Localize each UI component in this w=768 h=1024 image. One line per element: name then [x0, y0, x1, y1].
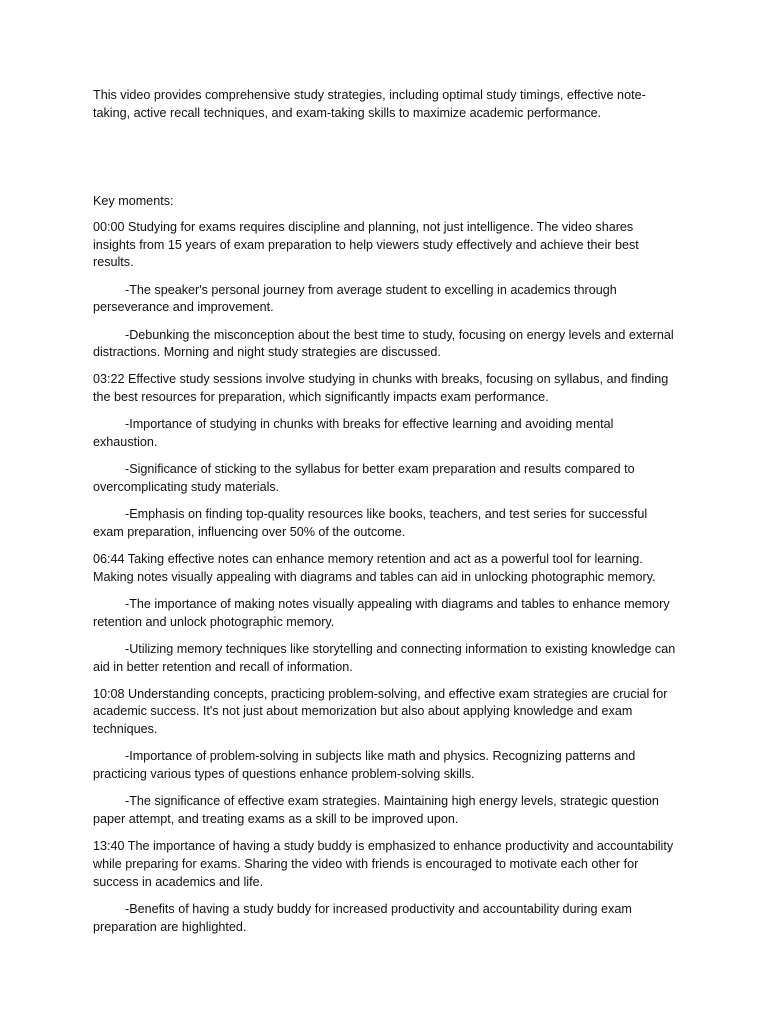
video-summary: This video provides comprehensive study strategies, including optimal study timings, effective note-taking, active recall techniques, and exam-taking skills to maximize academic performance. [93, 88, 646, 120]
key-moment-1340: 13:40 The importance of having a study buddy is emphasized to enhance productivity and accountability while preparing for exams. Sharing the video with friends is encouraged to motivate each other for success in academics and life. [93, 839, 674, 889]
key-moment-detail: -Benefits of having a study buddy for increased productivity and accountability during exam preparation are highlighted. [93, 901, 632, 934]
key-moment-detail: -Significance of sticking to the syllabus for better exam preparation and results compared to overcomplicating study materials. [93, 462, 635, 494]
key-moment-detail: -Importance of studying in chunks with breaks for effective learning and avoiding mental exhaustion. [93, 417, 614, 450]
document-page [93, 86, 677, 946]
key-moment-0000: 00:00 Studying for exams requires discipline and planning, not just intelligence. The video shares insights from 15 years of exam preparation to help viewers study effectively and achieve their best results. [93, 220, 639, 270]
key-moments-heading: Key moments: [93, 194, 174, 208]
key-moment-detail: -Emphasis on finding top-quality resources like books, teachers, and test series for successful exam preparation, influencing over 50% of the outcome. [93, 507, 648, 539]
key-moment-detail: -The speaker's personal journey from average student to excelling in academics through perseverance and improvement. [93, 282, 617, 315]
key-moment-0322: 03:22 Effective study sessions involve studying in chunks with breaks, focusing on syllabus, and finding the best resources for preparation, which significantly impacts exam performance. [93, 372, 669, 405]
key-moment-1008: 10:08 Understanding concepts, practicing problem-solving, and effective exam strategies are crucial for academic success. It's not just about memorization but also about applying knowledge and exam techniques. [93, 686, 668, 737]
key-moment-0644: 06:44 Taking effective notes can enhance memory retention and act as a powerful tool for learning. Making notes visually appealing with diagrams and tables can aid in unlocking photographic memory. [93, 552, 656, 584]
key-moment-detail: -Utilizing memory techniques like storytelling and connecting information to existing knowledge can aid in better retention and recall of information. [93, 641, 676, 674]
key-moment-detail: -Importance of problem-solving in subjects like math and physics. Recognizing patterns and practicing various types of questions enhance problem-solving skills. [93, 749, 636, 782]
key-moment-detail: -Debunking the misconception about the best time to study, focusing on energy levels and external distractions. Morning and night study strategies are discussed. [93, 327, 674, 360]
key-moment-detail: -The importance of making notes visually appealing with diagrams and tables to enhance memory retention and unlock photographic memory. [93, 596, 670, 629]
key-moment-detail: -The significance of effective exam strategies. Maintaining high energy levels, strategic question paper attempt, and treating exams as a skill to be improved upon. [93, 794, 659, 826]
